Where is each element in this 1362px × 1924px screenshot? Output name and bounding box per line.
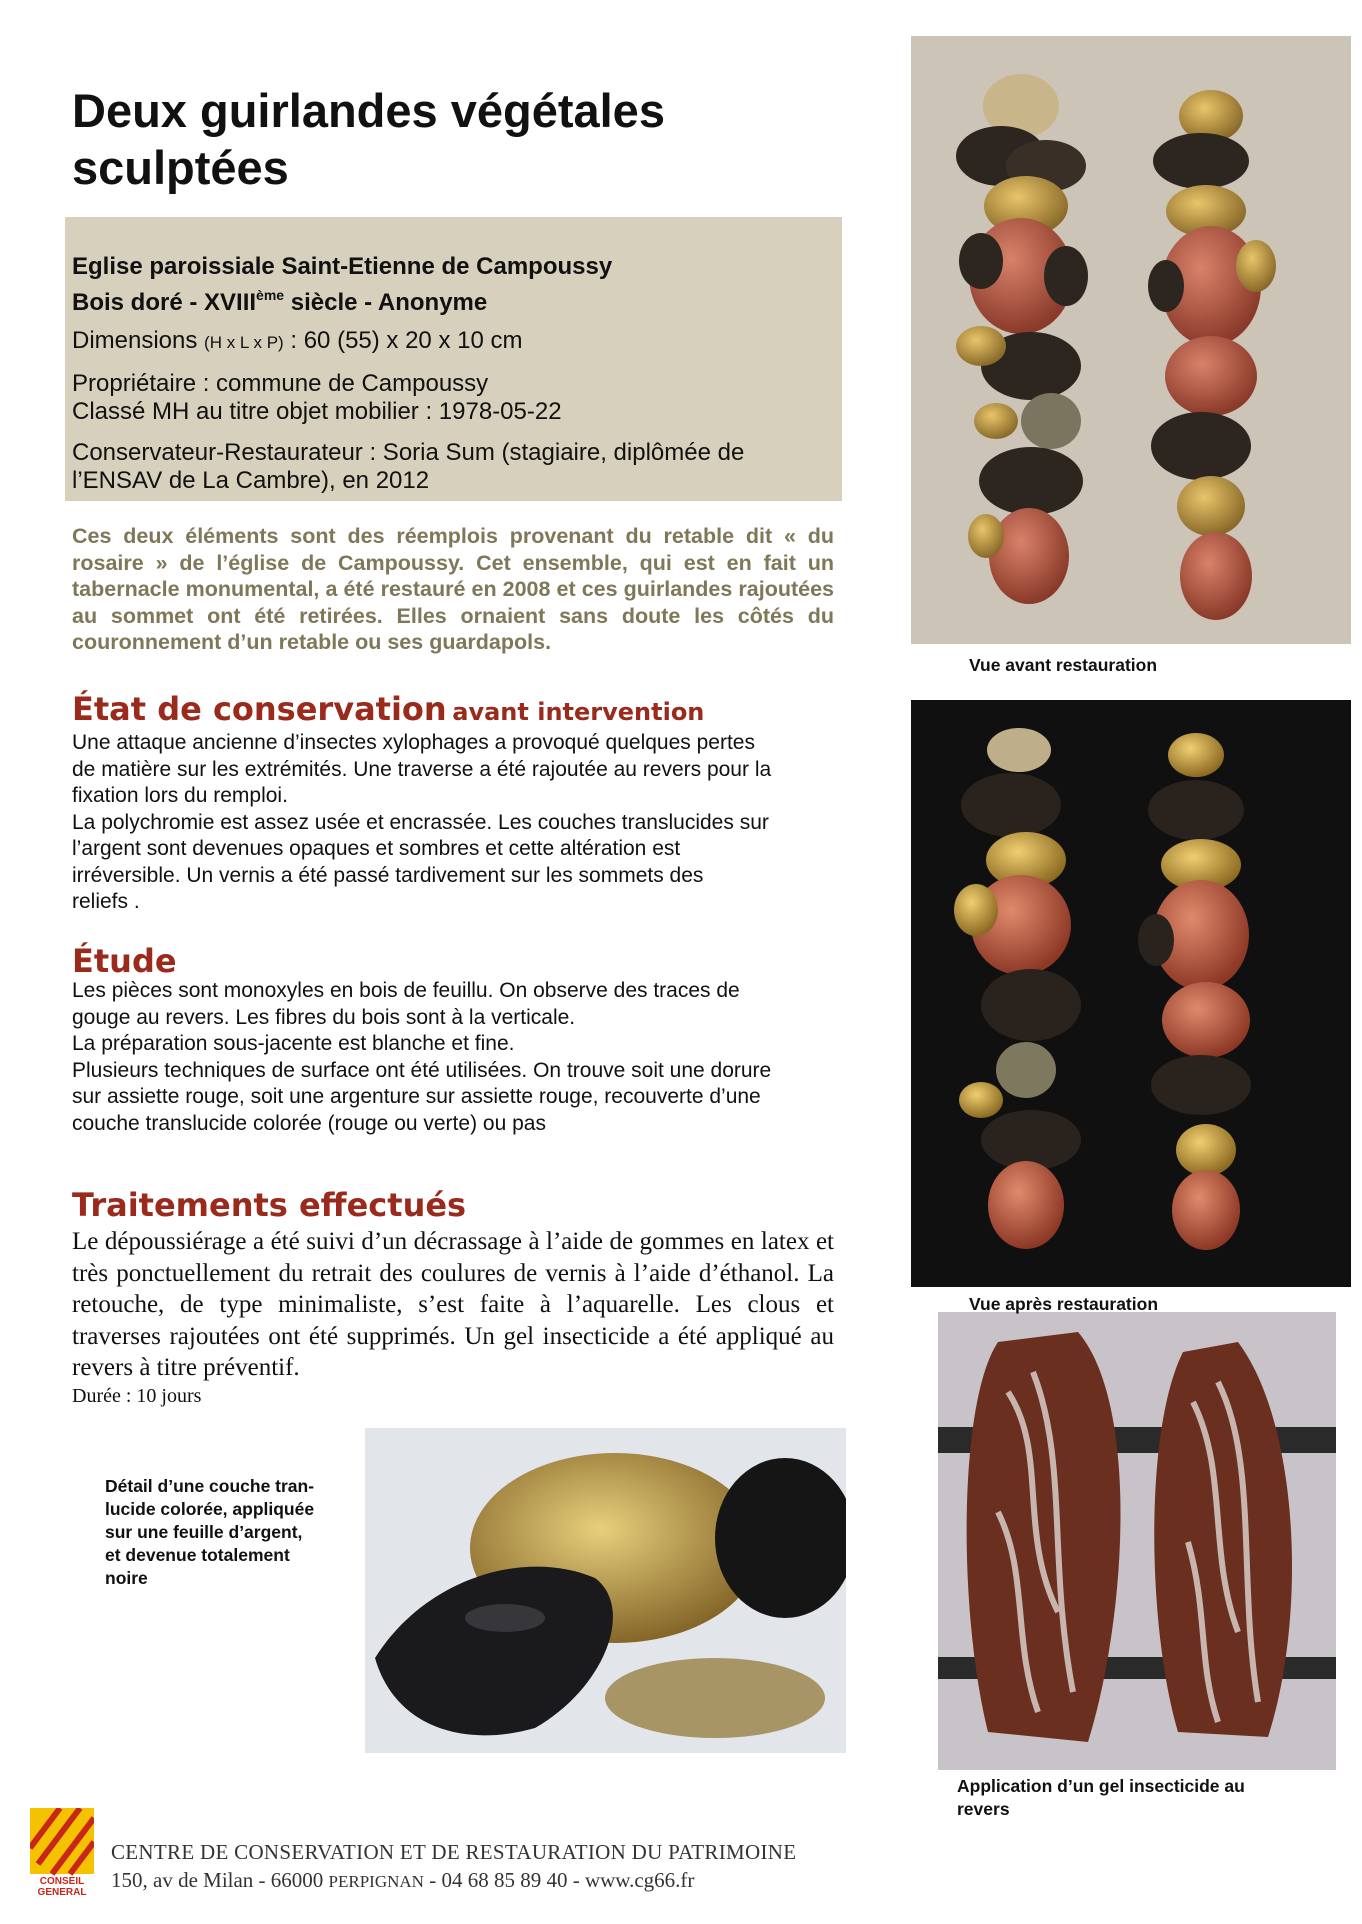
material-line xyxy=(72,281,832,317)
photo-after-restoration xyxy=(911,700,1351,1287)
dimensions-line xyxy=(72,327,832,357)
dimensions-value: : 60 (55) x 20 x 10 cm xyxy=(283,327,523,354)
revers-gel-image xyxy=(938,1312,1336,1770)
conseil-general-logo xyxy=(30,1808,94,1898)
dimensions-unit: (H x L x P) xyxy=(204,333,284,352)
garlands-after-image xyxy=(911,700,1351,1287)
etat-line: Une attaque ancienne d’insectes xylophages a provoqué quelques pertes xyxy=(72,731,755,754)
logo-text-conseil: CONSEIL xyxy=(39,1876,85,1887)
detail-image xyxy=(365,1428,846,1753)
etat-line: reliefs . xyxy=(72,890,140,913)
church-name: Eglise paroissiale Saint-Etienne de Campoussy xyxy=(72,253,613,280)
etat-heading: État de conservation xyxy=(72,690,447,728)
etude-line: Les pièces sont monoxyles en bois de feuillu. On observe des traces de xyxy=(72,979,740,1002)
garlands-before-image xyxy=(911,36,1351,644)
footer-contact: - 04 68 85 89 40 - www.cg66.fr xyxy=(423,1868,695,1892)
catalan-stripes-icon xyxy=(30,1808,94,1898)
etat-line: de matière sur les extrémités. Une traverse a été rajoutée au revers pour la xyxy=(72,757,772,781)
etude-line: couche translucide colorée (rouge ou verte) ou pas xyxy=(72,1111,546,1135)
section-heading-etat xyxy=(72,690,704,728)
classification-line: Classé MH au titre objet mobilier : 1978-05-22 xyxy=(72,398,562,425)
logo-text-general: GENERAL xyxy=(37,1887,87,1898)
section-heading-etude xyxy=(72,942,177,980)
etude-line: gouge au revers. Les fibres du bois sont à la verticale. xyxy=(72,1005,576,1029)
etat-heading-sub: avant intervention xyxy=(452,698,705,726)
etude-heading: Étude xyxy=(72,942,177,980)
etat-text xyxy=(72,730,852,916)
restorer-line-2: l’ENSAV de La Cambre), en 2012 xyxy=(72,467,430,494)
caption-gel-line: revers xyxy=(957,1799,1010,1819)
traitements-text: Le dépoussiérage a été suivi d’un décrassage à l’aide de gommes en latex et très ponctuellement du retrait des coulures de vernis à l’aide d’éthanol. La retouche, de type minimaliste, s’est faite à l’aquarelle. Les clous et traverses rajoutées ont été supprimés. Un gel insecticide a été appliqué au revers à titre préventif. xyxy=(72,1228,834,1381)
photo-detail-leaf xyxy=(365,1428,846,1753)
footer-address xyxy=(111,1868,694,1893)
page-title xyxy=(72,82,772,196)
caption-after: Vue après restauration xyxy=(969,1294,1159,1314)
footer-address-city: PERPIGNAN xyxy=(328,1872,424,1891)
etude-line: La préparation sous-jacente est blanche et fine. xyxy=(72,1032,515,1055)
etat-line: l’argent sont devenues opaques et sombres et cette altération est xyxy=(72,837,681,860)
restorer-line-1: Conservateur-Restaurateur : Soria Sum (stagiaire, diplômée de xyxy=(72,439,745,466)
caption-detail-line: Détail d’une couche tran- xyxy=(105,1476,315,1496)
caption-detail xyxy=(105,1475,345,1590)
dimensions-label: Dimensions xyxy=(72,327,205,354)
photo-insecticide-gel xyxy=(938,1312,1336,1770)
etat-line: irréversible. Un vernis a été passé tardivement sur les sommets des xyxy=(72,863,704,887)
etat-line: fixation lors du remploi. xyxy=(72,784,288,807)
duration-text: Durée : 10 jours xyxy=(72,1385,202,1407)
caption-detail-line: et devenue totalement xyxy=(105,1545,290,1565)
century-superscript: ème xyxy=(256,287,285,303)
etude-text xyxy=(72,978,852,1137)
material-prefix: Bois doré - XVIII xyxy=(72,289,257,316)
material-suffix: siècle - Anonyme xyxy=(284,289,488,316)
caption-detail-line: sur une feuille d’argent, xyxy=(105,1522,303,1542)
title-line-1: Deux guirlandes végétales xyxy=(72,84,665,137)
caption-detail-line: lucide colorée, appliquée xyxy=(105,1499,315,1519)
owner-line: Propriétaire : commune de Campoussy xyxy=(72,370,489,397)
etude-line: Plusieurs techniques de surface ont été utilisées. On trouve soit une dorure xyxy=(72,1058,772,1082)
info-box xyxy=(65,217,842,501)
caption-before: Vue avant restauration xyxy=(969,655,1158,675)
intro-paragraph: Ces deux éléments sont des réemplois provenant du retable dit « du rosaire » de l’église de Campoussy. Cet ensemble, qui est en fait un tabernacle monumental, a été restauré en 2008 et ces guirlandes rajoutées au sommet ont été retirées. Elles ornaient sans doute les côtés du couronnement d’un retable ou ses guardapols. xyxy=(72,524,834,654)
etude-line: sur assiette rouge, soit une argenture sur assiette rouge, recouverte d’une xyxy=(72,1085,761,1108)
etat-line: La polychromie est assez usée et encrassée. Les couches translucides sur xyxy=(72,810,769,834)
footer-institution: CENTRE DE CONSERVATION ET DE RESTAURATION DU PATRIMOINE xyxy=(111,1840,797,1864)
photo-before-restoration xyxy=(911,36,1351,644)
caption-gel xyxy=(957,1775,1287,1821)
footer-address-street: 150, av de Milan - 66000 xyxy=(111,1868,329,1892)
title-line-2: sculptées xyxy=(72,141,289,194)
section-heading-traitements xyxy=(72,1186,466,1224)
traitements-heading: Traitements effectués xyxy=(72,1186,467,1224)
caption-detail-line: noire xyxy=(105,1568,148,1588)
caption-gel-line: Application d’un gel insecticide au xyxy=(957,1776,1245,1796)
